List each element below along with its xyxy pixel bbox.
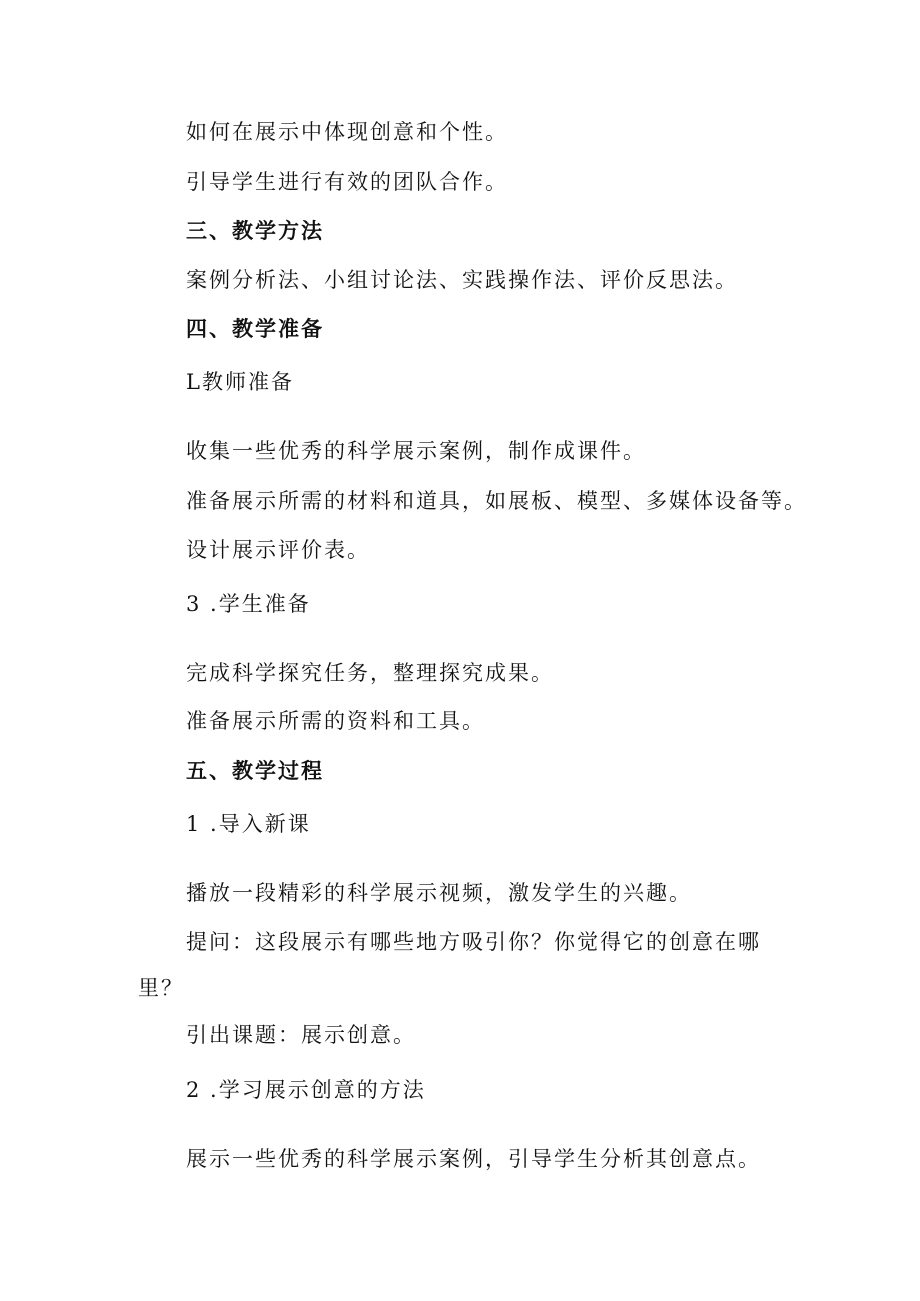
section-heading-methods: 三、教学方法 bbox=[186, 219, 324, 243]
section-heading-preparation: 四、教学准备 bbox=[186, 317, 324, 341]
paragraph-line: 展示一些优秀的科学展示案例，引导学生分析其创意点。 bbox=[186, 1147, 761, 1171]
paragraph-line: 设计展示评价表。 bbox=[186, 538, 370, 562]
subheading-intro: 1 .导入新课 bbox=[186, 812, 311, 836]
subheading-methods-learning: 2 .学习展示创意的方法 bbox=[186, 1078, 426, 1102]
paragraph-line: 提问：这段展示有哪些地方吸引你？你觉得它的创意在哪 bbox=[186, 930, 761, 954]
paragraph-line: 准备展示所需的材料和道具，如展板、模型、多媒体设备等。 bbox=[186, 489, 807, 513]
subheading-student-prep: 3 .学生准备 bbox=[186, 592, 311, 616]
paragraph-line: 准备展示所需的资料和工具。 bbox=[186, 709, 485, 733]
paragraph-line: 如何在展示中体现创意和个性。 bbox=[186, 120, 508, 144]
paragraph-line: 引导学生进行有效的团队合作。 bbox=[186, 170, 508, 194]
paragraph-line: 完成科学探究任务，整理探究成果。 bbox=[186, 661, 554, 685]
paragraph-line: 案例分析法、小组讨论法、实践操作法、评价反思法。 bbox=[186, 268, 738, 292]
subheading-teacher-prep: L教师准备 bbox=[186, 370, 294, 394]
paragraph-line: 收集一些优秀的科学展示案例，制作成课件。 bbox=[186, 439, 646, 463]
paragraph-line: 引出课题：展示创意。 bbox=[186, 1023, 416, 1047]
section-heading-process: 五、教学过程 bbox=[186, 759, 324, 783]
paragraph-line-continuation: 里？ bbox=[138, 976, 184, 1000]
paragraph-line: 播放一段精彩的科学展示视频，激发学生的兴趣。 bbox=[186, 881, 692, 905]
